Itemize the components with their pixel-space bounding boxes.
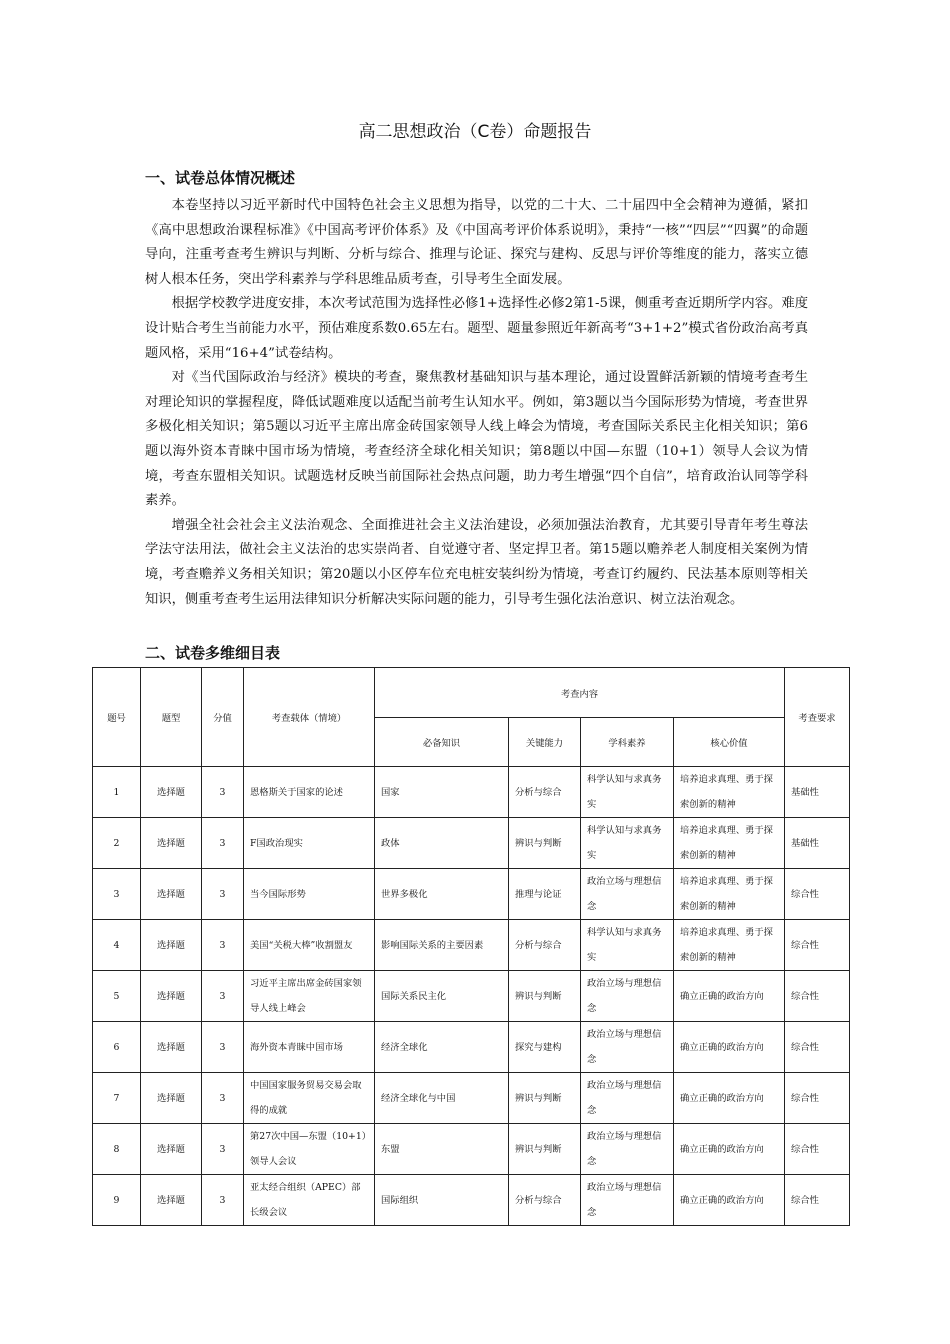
cell-num: 7 [93,1073,141,1124]
table-row [93,1073,850,1124]
cell-type: 选择题 [141,767,202,818]
header-requirement: 考查要求 [785,668,850,767]
cell-num: 8 [93,1124,141,1175]
cell-requirement: 综合性 [785,1175,850,1226]
cell-num: 6 [93,1022,141,1073]
cell-knowledge: 东盟 [375,1124,509,1175]
cell-num: 2 [93,818,141,869]
cell-type: 选择题 [141,1124,202,1175]
cell-score: 3 [202,1073,244,1124]
cell-requirement: 综合性 [785,1022,850,1073]
section-heading-table: 二、试卷多维细目表 [145,644,281,662]
cell-type: 选择题 [141,818,202,869]
cell-knowledge: 影响国际关系的主要因素 [375,920,509,971]
cell-carrier: 习近平主席出席金砖国家领导人线上峰会 [244,971,375,1022]
cell-ability: 分析与综合 [509,920,581,971]
cell-requirement: 综合性 [785,1124,850,1175]
cell-carrier: 海外资本青睐中国市场 [244,1022,375,1073]
cell-knowledge: 国际组织 [375,1175,509,1226]
cell-carrier: F国政治现实 [244,818,375,869]
table-row [93,1022,850,1073]
cell-value: 培养追求真理、勇于探索创新的精神 [674,920,785,971]
cell-requirement: 基础性 [785,818,850,869]
cell-type: 选择题 [141,971,202,1022]
table-row [93,971,850,1022]
header-literacy: 学科素养 [581,718,674,767]
cell-knowledge: 经济全球化 [375,1022,509,1073]
cell-ability: 辨识与判断 [509,1073,581,1124]
cell-ability: 探究与建构 [509,1022,581,1073]
cell-num: 4 [93,920,141,971]
cell-literacy: 政治立场与理想信念 [581,1073,674,1124]
cell-literacy: 科学认知与求真务实 [581,767,674,818]
header-carrier: 考查载体（情境） [244,668,375,767]
cell-score: 3 [202,869,244,920]
paragraph: 增强全社会社会主义法治观念、全面推进社会主义法治建设，必须加强法治教育，尤其要引导青年考生尊法学法守法用法，做社会主义法治的忠实崇尚者、自觉遵守者、坚定捍卫者。第15题以赡养老人制度相关案例为情境，考查赡养义务相关知识；第20题以小区停车位充电桩安装纠纷为情境，考查订约履约、民法基本原则等相关知识，侧重考查考生运用法律知识分析解决实际问题的能力，引导考生强化法治意识、树立法治观念。 [145,517,808,607]
cell-knowledge: 经济全球化与中国 [375,1073,509,1124]
cell-literacy: 科学认知与求真务实 [581,818,674,869]
cell-type: 选择题 [141,1022,202,1073]
table-row [93,1124,850,1175]
cell-requirement: 综合性 [785,920,850,971]
cell-value: 确立正确的政治方向 [674,1175,785,1226]
cell-score: 3 [202,818,244,869]
page-title: 高二思想政治（C卷）命题报告 [358,122,592,142]
table-row [93,767,850,818]
section-heading-overview: 一、试卷总体情况概述 [145,169,296,187]
cell-requirement: 基础性 [785,767,850,818]
cell-value: 确立正确的政治方向 [674,1073,785,1124]
cell-ability: 辨识与判断 [509,1124,581,1175]
cell-value: 培养追求真理、勇于探索创新的精神 [674,869,785,920]
cell-literacy: 科学认知与求真务实 [581,920,674,971]
cell-literacy: 政治立场与理想信念 [581,1022,674,1073]
header-ability: 关键能力 [509,718,581,767]
cell-score: 3 [202,920,244,971]
cell-type: 选择题 [141,869,202,920]
paragraph: 本卷坚持以习近平新时代中国特色社会主义思想为指导，以党的二十大、二十届四中全会精神为遵循，紧扣《高中思想政治课程标准》《中国高考评价体系》及《中国高考评价体系说明》，秉持“一核”“四层”“四翼”的命题导向，注重考查考生辨识与判断、分析与综合、推理与论证、探究与建构、反思与评价等维度的能力，落实立德树人根本任务，突出学科素养与学科思维品质考查，引导考生全面发展。 [145,198,808,287]
header-score: 分值 [202,668,244,767]
cell-value: 确立正确的政治方向 [674,1124,785,1175]
table-row [93,818,850,869]
cell-score: 3 [202,1022,244,1073]
cell-value: 培养追求真理、勇于探索创新的精神 [674,767,785,818]
cell-type: 选择题 [141,1073,202,1124]
cell-carrier: 亚太经合组织（APEC）部长级会议 [244,1175,375,1226]
cell-knowledge: 国家 [375,767,509,818]
cell-literacy: 政治立场与理想信念 [581,1124,674,1175]
cell-score: 3 [202,1124,244,1175]
cell-knowledge: 国际关系民主化 [375,971,509,1022]
cell-value: 确立正确的政治方向 [674,1022,785,1073]
cell-num: 1 [93,767,141,818]
header-content: 考查内容 [375,668,785,718]
header-value: 核心价值 [674,718,785,767]
cell-ability: 辨识与判断 [509,971,581,1022]
cell-type: 选择题 [141,1175,202,1226]
table-row [93,1175,850,1226]
paragraph: 根据学校教学进度安排，本次考试范围为选择性必修1+选择性必修2第1-5课，侧重考查近期所学内容。难度设计贴合考生当前能力水平，预估难度系数0.65左右。题型、题量参照近年新高考“3+1+2”模式省份政治高考真题风格，采用“16+4”试卷结构。 [145,296,808,361]
cell-num: 3 [93,869,141,920]
cell-ability: 辨识与判断 [509,818,581,869]
paragraph: 对《当代国际政治与经济》模块的考查，聚焦教材基础知识与基本理论，通过设置鲜活新颖的情境考查考生对理论知识的掌握程度，降低试题难度以适配当前考生认知水平。例如，第3题以当今国际形势为情境，考查世界多极化相关知识；第5题以习近平主席出席金砖国家领导人线上峰会为情境，考查国际关系民主化相关知识；第6题以海外资本青睐中国市场为情境，考查经济全球化相关知识；第8题以中国—东盟（10+1）领导人会议为情境，考查东盟相关知识。试题选材反映当前国际社会热点问题，助力考生增强“四个自信”，培育政治认同等学科素养。 [145,370,808,509]
cell-carrier: 美国“关税大棒”收割盟友 [244,920,375,971]
cell-knowledge: 世界多极化 [375,869,509,920]
cell-carrier: 当今国际形势 [244,869,375,920]
cell-literacy: 政治立场与理想信念 [581,971,674,1022]
cell-ability: 分析与综合 [509,1175,581,1226]
cell-type: 选择题 [141,920,202,971]
header-type: 题型 [141,668,202,767]
cell-knowledge: 政体 [375,818,509,869]
cell-value: 培养追求真理、勇于探索创新的精神 [674,818,785,869]
cell-carrier: 中国国家服务贸易交易会取得的成就 [244,1073,375,1124]
cell-carrier: 恩格斯关于国家的论述 [244,767,375,818]
cell-value: 确立正确的政治方向 [674,971,785,1022]
cell-num: 9 [93,1175,141,1226]
cell-score: 3 [202,1175,244,1226]
table-body [93,767,850,1226]
cell-ability: 分析与综合 [509,767,581,818]
cell-requirement: 综合性 [785,971,850,1022]
table-row [93,920,850,971]
overview-body [145,194,808,612]
table-row [93,869,850,920]
cell-ability: 推理与论证 [509,869,581,920]
cell-literacy: 政治立场与理想信念 [581,1175,674,1226]
header-knowledge: 必备知识 [375,718,509,767]
cell-literacy: 政治立场与理想信念 [581,869,674,920]
cell-num: 5 [93,971,141,1022]
detail-table [92,667,850,1226]
cell-requirement: 综合性 [785,1073,850,1124]
header-num: 题号 [93,668,141,767]
cell-requirement: 综合性 [785,869,850,920]
cell-score: 3 [202,767,244,818]
cell-carrier: 第27次中国—东盟（10+1）领导人会议 [244,1124,375,1175]
cell-score: 3 [202,971,244,1022]
